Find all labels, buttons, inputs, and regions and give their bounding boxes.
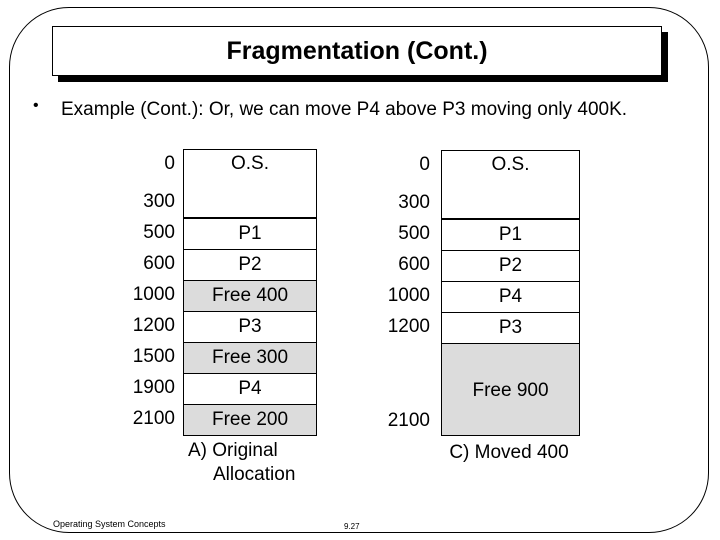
- address-label: 1000: [387, 285, 430, 306]
- moved-caption: C) Moved 400: [449, 442, 569, 463]
- address-label: 300: [398, 192, 430, 213]
- address-label: 500: [398, 223, 430, 244]
- slide-title: Fragmentation (Cont.): [226, 36, 488, 65]
- address-label: 1900: [132, 377, 175, 398]
- original-caption: A) Original Allocation: [188, 440, 296, 485]
- address-label: 1200: [387, 316, 430, 337]
- memory-block-p1: P1: [441, 219, 580, 251]
- memory-block-os: O.S.: [441, 150, 580, 219]
- address-label: 0: [419, 154, 430, 175]
- address-label: 2100: [132, 408, 175, 429]
- memory-block-free: Free 300: [183, 342, 317, 374]
- memory-block-p2: P2: [183, 249, 317, 281]
- footer-book-title: Operating System Concepts: [53, 519, 166, 529]
- address-label: 1000: [132, 284, 175, 305]
- memory-block-p3: P3: [441, 312, 580, 344]
- address-label: 2100: [387, 410, 430, 431]
- memory-block-p1: P1: [183, 218, 317, 250]
- title-box: [52, 26, 662, 76]
- address-label: 500: [143, 222, 175, 243]
- bullet-icon: •: [33, 97, 39, 114]
- memory-block-os: O.S.: [183, 149, 317, 218]
- address-label: 1500: [132, 346, 175, 367]
- address-label: 300: [143, 191, 175, 212]
- footer-page-number: 9.27: [344, 522, 360, 531]
- address-label: 600: [143, 253, 175, 274]
- memory-block-p4: P4: [441, 281, 580, 313]
- memory-block-p2: P2: [441, 250, 580, 282]
- memory-block-free: Free 400: [183, 280, 317, 312]
- memory-block-free: Free 900: [441, 343, 580, 436]
- bullet-text: Example (Cont.): Or, we can move P4 above P3 moving only 400K.: [61, 99, 628, 120]
- address-label: 0: [164, 153, 175, 174]
- memory-block-p3: P3: [183, 311, 317, 343]
- address-label: 1200: [132, 315, 175, 336]
- memory-block-p4: P4: [183, 373, 317, 405]
- memory-block-free: Free 200: [183, 404, 317, 436]
- address-label: 600: [398, 254, 430, 275]
